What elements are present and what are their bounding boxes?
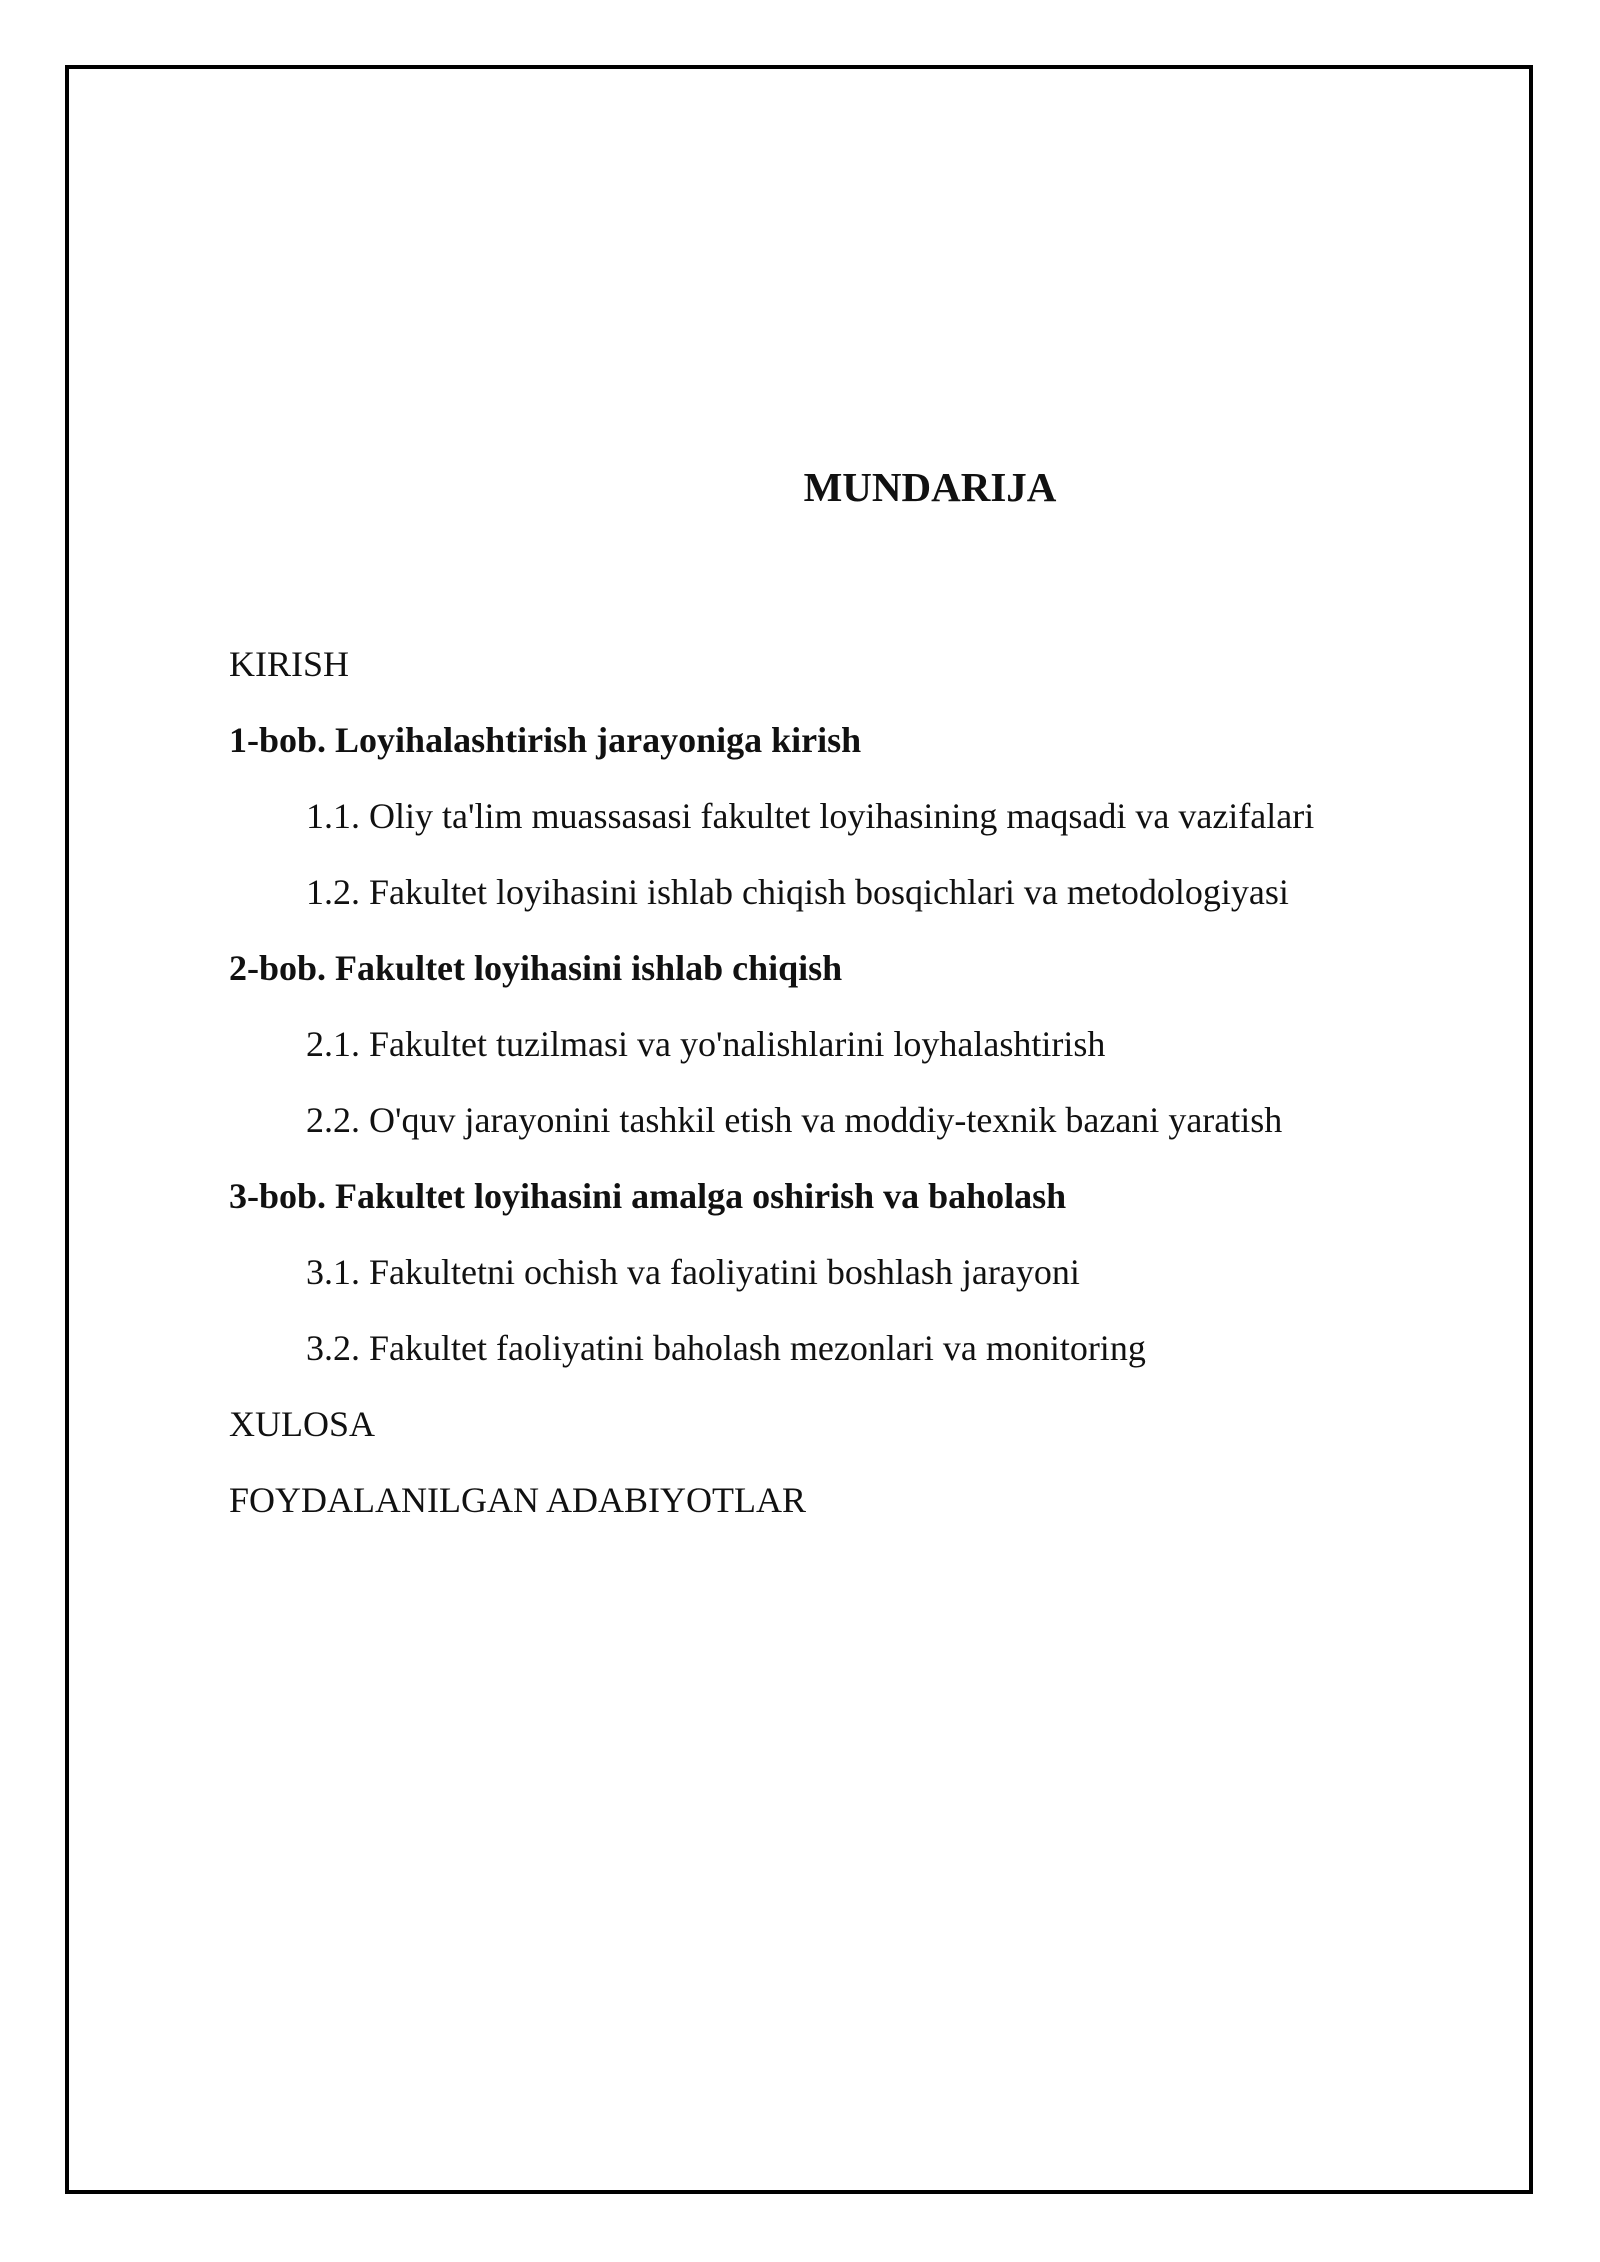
toc-chapter-2: 2-bob. Fakultet loyihasini ishlab chiqish: [229, 948, 843, 988]
toc-section-2-1: 2.1. Fakultet tuzilmasi va yo'nalishlarini loyhalashtirish: [306, 1024, 1106, 1064]
toc-entry-xulosa: XULOSA: [229, 1404, 376, 1444]
table-of-contents: [229, 643, 1500, 1555]
toc-section-3-2: 3.2. Fakultet faoliyatini baholash mezonlari va monitoring: [306, 1328, 1146, 1368]
page-title: MUNDARIJA: [803, 464, 1057, 510]
toc-section-1-1: 1.1. Oliy ta'lim muassasasi fakultet loyihasining maqsadi va vazifalari: [306, 796, 1315, 836]
toc-section-2-2: 2.2. O'quv jarayonini tashkil etish va moddiy-texnik bazani yaratish: [306, 1100, 1283, 1140]
toc-section-3-1: 3.1. Fakultetni ochish va faoliyatini boshlash jarayoni: [306, 1252, 1080, 1292]
toc-section-1-2: 1.2. Fakultet loyihasini ishlab chiqish bosqichlari va metodologiyasi: [306, 872, 1289, 912]
toc-entry-references: FOYDALANILGAN ADABIYOTLAR: [229, 1480, 806, 1520]
toc-entry-kirish: KIRISH: [229, 644, 350, 684]
toc-chapter-3: 3-bob. Fakultet loyihasini amalga oshirish va baholash: [229, 1176, 1067, 1216]
toc-chapter-1: 1-bob. Loyihalashtirish jarayoniga kirish: [229, 720, 862, 760]
